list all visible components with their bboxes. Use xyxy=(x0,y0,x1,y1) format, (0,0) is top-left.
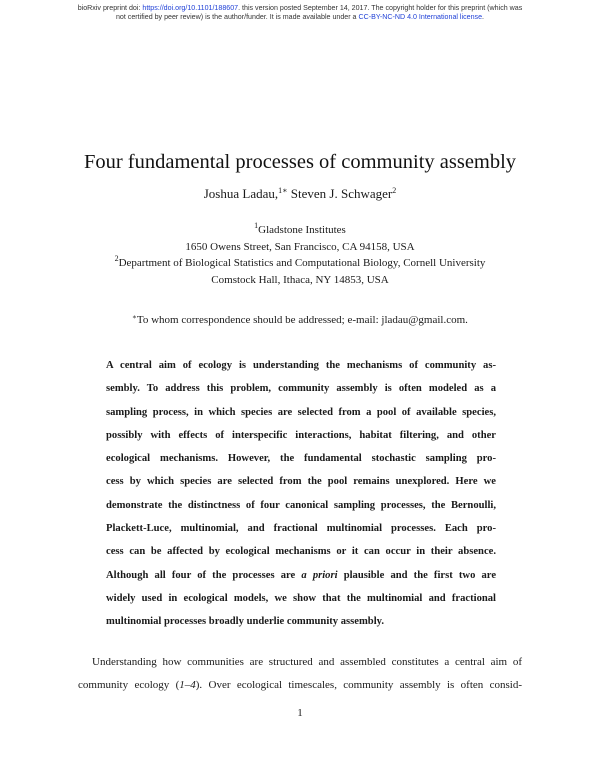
body-line xyxy=(78,674,522,697)
abstract-line: possibly with effects of interspecific interactions, habitat filtering, and other xyxy=(106,429,496,441)
preprint-header xyxy=(0,4,600,22)
license-link[interactable]: CC-BY-NC-ND 4.0 International license xyxy=(358,13,483,21)
abstract-line: A central aim of ecology is understanding the mechanisms of community as- xyxy=(106,360,496,371)
abstract-line: sampling process, in which species are selected from a pool of available species, xyxy=(106,406,496,418)
preprint-header-text: not certified by peer review) is the author/funder. It is made available under a xyxy=(115,13,359,21)
doi-link[interactable]: https://doi.org/10.1101/188607 xyxy=(142,4,239,12)
preprint-header-text: bioRxiv preprint doi: xyxy=(77,4,143,12)
affiliation-text: Gladstone Institutes xyxy=(258,224,346,236)
citation-ref[interactable]: 1–4 xyxy=(179,679,196,691)
paper-title: Four fundamental processes of community assembly xyxy=(83,151,517,173)
abstract-line: sembly. To address this problem, community assembly is often modeled as a xyxy=(106,383,496,395)
body-paragraph xyxy=(78,651,522,697)
abstract-line: multinomial processes broadly underlie community assembly. xyxy=(106,616,385,628)
abstract-line: cess can be affected by ecological mechanisms or it can occur in their absence. xyxy=(106,546,496,558)
preprint-header-text: . this version posted September 14, 2017. The copyright holder for this preprint (which was xyxy=(238,4,523,12)
affiliations xyxy=(0,222,600,288)
page-number: 1 xyxy=(297,707,303,719)
author-marks: 1∗ xyxy=(278,186,288,195)
abstract-line: Plackett-Luce, multinomial, and fractional multinomial processes. Each pro- xyxy=(106,523,496,535)
abstract-line: widely used in ecological models, we show that the multinomial and fractional xyxy=(106,592,496,604)
preprint-header-line-1 xyxy=(0,4,600,13)
correspondence-text: To whom correspondence should be addressed; e-mail: jladau@gmail.com. xyxy=(136,314,468,326)
abstract-line: ecological mechanisms. However, the fundamental stochastic sampling pro- xyxy=(106,453,496,465)
affiliation-2-address: Comstock Hall, Ithaca, NY 14853, USA xyxy=(211,273,389,286)
body-line: Understanding how communities are structured and assembled constitutes a central aim of xyxy=(92,656,522,668)
affiliation-mark: 2 xyxy=(114,254,119,263)
abstract-text: Although all four of the processes are xyxy=(106,569,302,581)
abstract-line: cess by which species are selected from the pool remains unexplored. Here we xyxy=(106,476,496,488)
affiliation-text: Department of Biological Statistics and Computational Biology, Cornell University xyxy=(118,257,486,269)
abstract-line xyxy=(106,564,496,587)
abstract xyxy=(106,354,496,634)
author-name: Joshua Ladau, xyxy=(203,186,279,201)
affiliation-1-address: 1650 Owens Street, San Francisco, CA 94158, USA xyxy=(185,240,415,253)
correspondence-mark: ∗ xyxy=(132,313,137,321)
author-list xyxy=(0,186,600,202)
preprint-header-line-2 xyxy=(0,13,600,22)
body-text: ). Over ecological timescales, community assembly is often consid- xyxy=(195,679,522,691)
body-text: community ecology ( xyxy=(78,679,180,691)
author-marks: 2 xyxy=(392,186,397,195)
affiliation-1-name xyxy=(0,222,600,239)
abstract-text: plausible and the first two are xyxy=(337,569,497,581)
author-name: Steven J. Schwager xyxy=(287,186,393,201)
affiliation-mark: 1 xyxy=(254,221,259,230)
abstract-line: demonstrate the distinctness of four canonical sampling processes, the Bernoulli, xyxy=(106,499,496,511)
correspondence-note xyxy=(0,313,600,327)
abstract-emphasis: a priori xyxy=(301,569,338,581)
preprint-header-text: . xyxy=(482,13,485,21)
affiliation-2-name xyxy=(0,255,600,272)
